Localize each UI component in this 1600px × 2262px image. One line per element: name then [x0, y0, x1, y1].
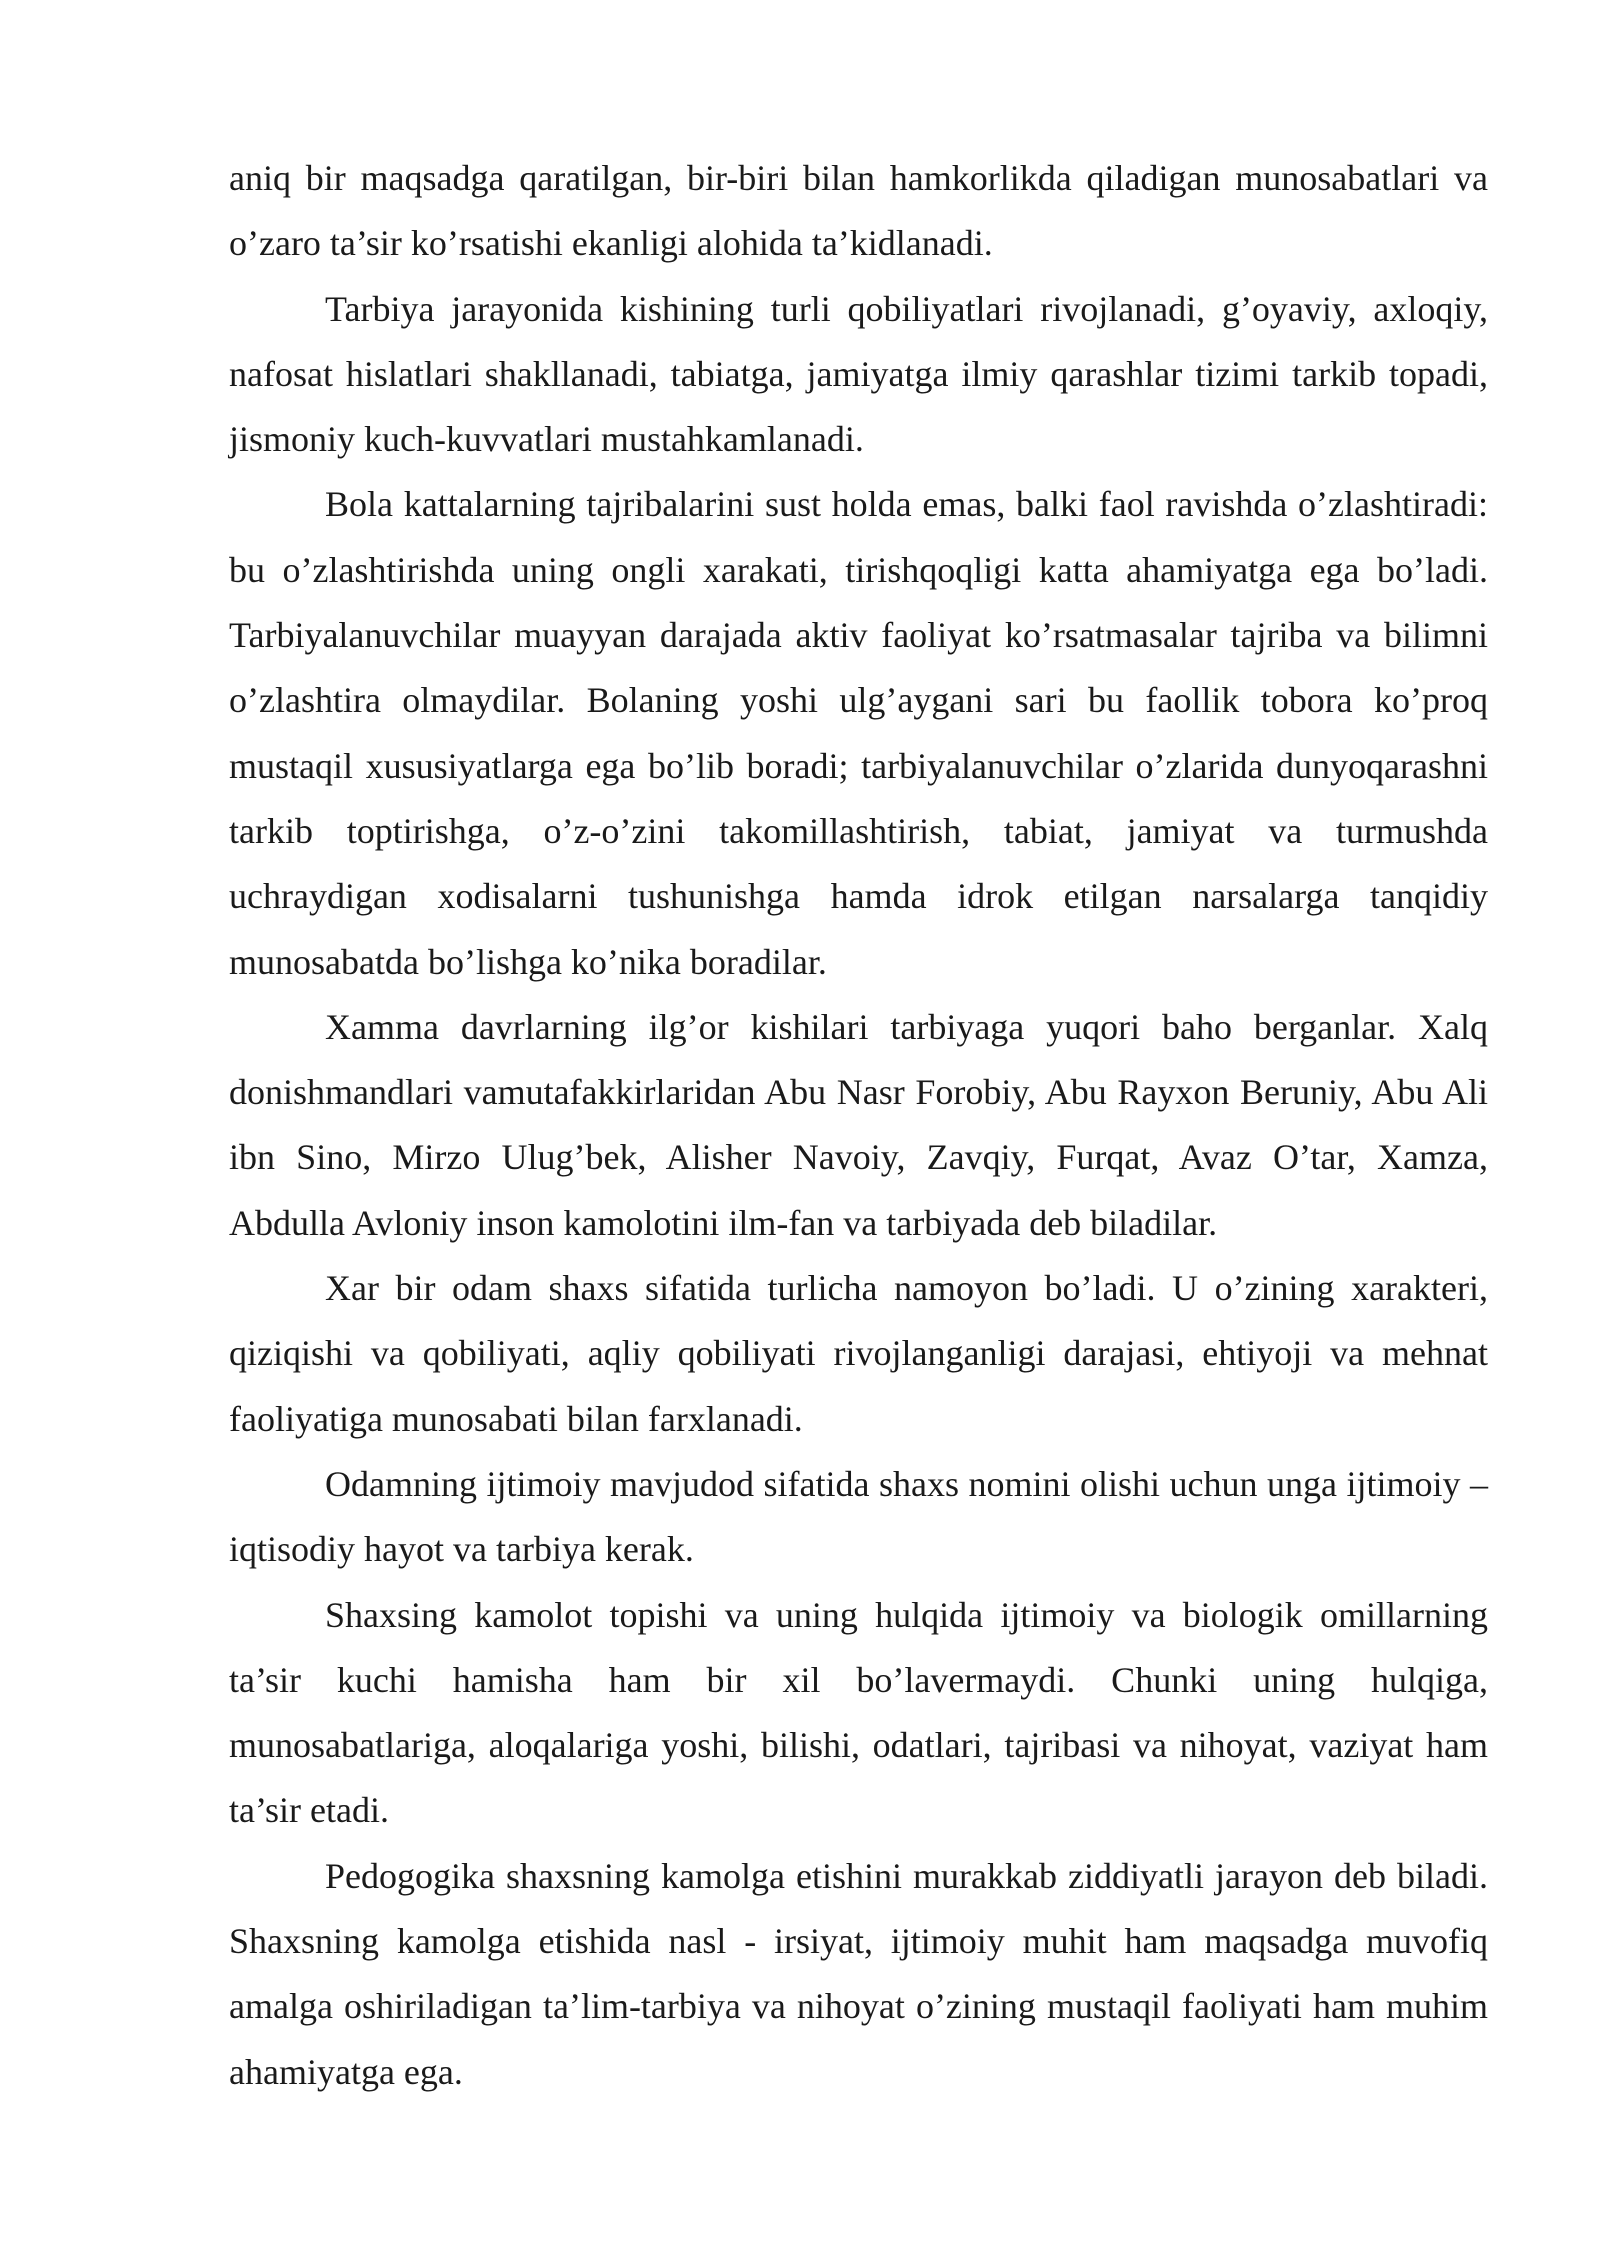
- paragraph-bola-tajriba: Bola kattalarning tajribalarini sust holda emas, balki faol ravishda o’zlashtiradi: bu o’zlashtirishda uning ongli xarakati, tirishqoqligi katta ahamiyatga ega bo’ladi. Tarbiyalanuvchilar muayyan darajada aktiv faoliyat ko’rsatmasalar tajriba va bilimni o’zlashtira olmaydilar. Bolaning yoshi ulg’aygani sari bu faollik tobora ko’proq mustaqil xususiyatlarga ega bo’lib boradi; tarbiyalanuvchilar o’zlarida dunyoqarashni tarkib toptirishga, o’z-o’zini takomillashtirish, tabiat, jamiyat va turmushda uchraydigan xodisalarni tushunishga hamda idrok etilgan narsalarga tanqidiy munosabatda bo’lishga ko’nika boradilar.: [229, 484, 1488, 982]
- paragraph-ijtimoiy-mavjudod: Odamning ijtimoiy mavjudod sifatida shaxs nomini olishi uchun unga ijtimoiy –iqtisodiy hayot va tarbiya kerak.: [229, 1463, 1488, 1570]
- paragraph-continuation: aniq bir maqsadga qaratilgan, bir-biri bilan hamkorlikda qiladigan munosabatlari va o’zaro ta’sir ko’rsatishi ekanligi alohida ta’kidlanadi.: [229, 158, 1488, 264]
- paragraph-tarbiya-jarayoni: Tarbiya jarayonida kishining turli qobiliyatlari rivojlanadi, g’oyaviy, axloqiy, nafosat hislatlari shakllanadi, tabiatga, jamiyatga ilmiy qarashlar tizimi tarkib topadi, jismoniy kuch-kuvvatlari mustahkamlanadi.: [229, 288, 1488, 460]
- paragraph-shaxs-sifatida: Xar bir odam shaxs sifatida turlicha namoyon bo’ladi. U o’zining xarakteri, qiziqishi va qobiliyati, aqliy qobiliyati rivojlanganligi darajasi, ehtiyoji va mehnat faoliyatiga munosabati bilan farxlanadi.: [229, 1268, 1488, 1439]
- body-text: [229, 146, 1488, 2105]
- paragraph-ilgor-kishilar: Xamma davrlarning ilg’or kishilari tarbiyaga yuqori baho berganlar. Xalq donishmandlari vamutafakkirlaridan Abu Nasr Forobiy, Abu Rayxon Beruniy, Abu Ali ibn Sino, Mirzo Ulug’bek, Alisher Navoiy, Zavqiy, Furqat, Avaz O’tar, Xamza, Abdulla Avloniy inson kamolotini ilm-fan va tarbiyada deb biladilar.: [229, 1006, 1488, 1243]
- paragraph-shaxs-kamolot: Shaxsing kamolot topishi va uning hulqida ijtimoiy va biologik omillarning ta’sir kuchi hamisha ham bir xil bo’lavermaydi. Chunki uning hulqiga, munosabatlariga, aloqalariga yoshi, bilishi, odatlari, tajribasi va nihoyat, vaziyat ham ta’sir etadi.: [229, 1594, 1488, 1831]
- paragraph-pedagogika: Pedogogika shaxsning kamolga etishini murakkab ziddiyatli jarayon deb biladi. Shaxsning kamolga etishida nasl - irsiyat, ijtimoiy muhit ham maqsadga muvofiq amalga oshiriladigan ta’lim-tarbiya va nihoyat o’zining mustaqil faoliyati ham muhim ahamiyatga ega.: [229, 1855, 1488, 2092]
